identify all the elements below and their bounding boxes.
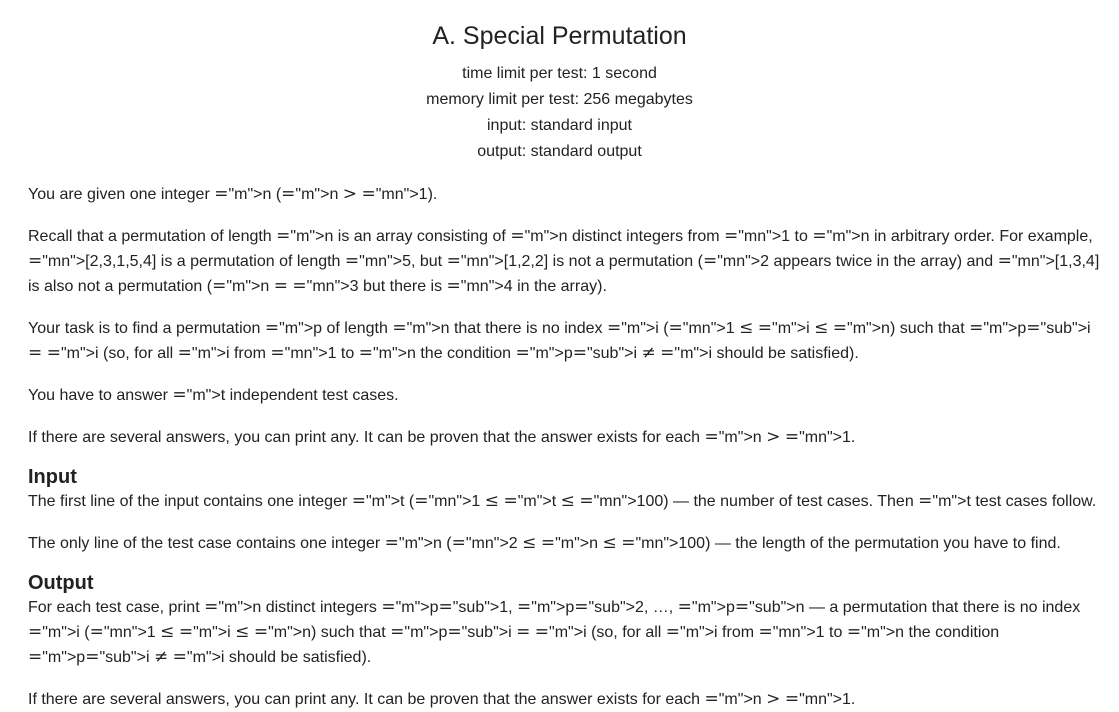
output-paragraph-2: If there are several answers, you can print any. It can be proven that the answer exists for each ="m">n > ="mn">1.	[28, 689, 856, 709]
output-heading: Output	[28, 572, 94, 594]
input-heading: Input	[28, 466, 77, 488]
input-paragraph-2: The only line of the test case contains one integer ="m">n (="mn">2 ≤ ="m">n ≤ ="mn">100) — the length of the permutation you have to find.	[28, 533, 1061, 553]
statement-paragraph-4: You have to answer ="m">t independent test cases.	[28, 385, 399, 405]
statement-paragraph-5: If there are several answers, you can print any. It can be proven that the answer exists for each ="m">n > ="mn">1.	[28, 427, 856, 447]
input-paragraph-1: The first line of the input contains one integer ="m">t (="mn">1 ≤ ="m">t ≤ ="mn">100) — the number of test cases. Then ="m">t test cases follow.	[28, 491, 1097, 511]
output-file: output: standard output	[477, 143, 642, 160]
statement-paragraph-1: You are given one integer ="m">n (="m">n > ="mn">1).	[28, 184, 438, 204]
problem-statement	[28, 182, 1107, 712]
statement-paragraph-2: Recall that a permutation of length ="m">n is an array consisting of ="m">n distinct integers from ="mn">1 to ="m">n in arbitrary order. For example, ="mn">[2,3,1,5,4] is a permutation of length ="mn">5, but ="mn">[1,2,2] is not a permutation (="mn">2 appears twice in the array) and ="mn">[1,3,4] is also not a permutation (="m">n = ="mn">3 but there is ="mn">4 in the array).	[28, 226, 1100, 296]
output-paragraph-1: For each test case, print ="m">n distinct integers ="m">p="sub">1, ="m">p="sub">2, …, ="m">p="sub">n — a permutation that there is no index ="m">i (="mn">1 ≤ ="m">i ≤ ="m">n) such that ="m">p="sub">i = ="m">i (so, for all ="m">i from ="mn">1 to ="m">n the condition ="m">p="sub">i ≠ ="m">i should be satisfied).	[28, 597, 1081, 667]
problem-header	[0, 0, 1119, 165]
statement-paragraph-3: Your task is to find a permutation ="m">p of length ="m">n that there is no index ="m">i (="mn">1 ≤ ="m">i ≤ ="m">n) such that ="m">p="sub">i = ="m">i (so, for all ="m">i from ="mn">1 to ="m">n the condition ="m">p="sub">i ≠ ="m">i should be satisfied).	[28, 318, 1091, 363]
memory-limit: memory limit per test: 256 megabytes	[426, 91, 693, 108]
time-limit: time limit per test: 1 second	[462, 65, 657, 82]
problem-title: A. Special Permutation	[432, 22, 687, 50]
input-file: input: standard input	[487, 117, 632, 134]
